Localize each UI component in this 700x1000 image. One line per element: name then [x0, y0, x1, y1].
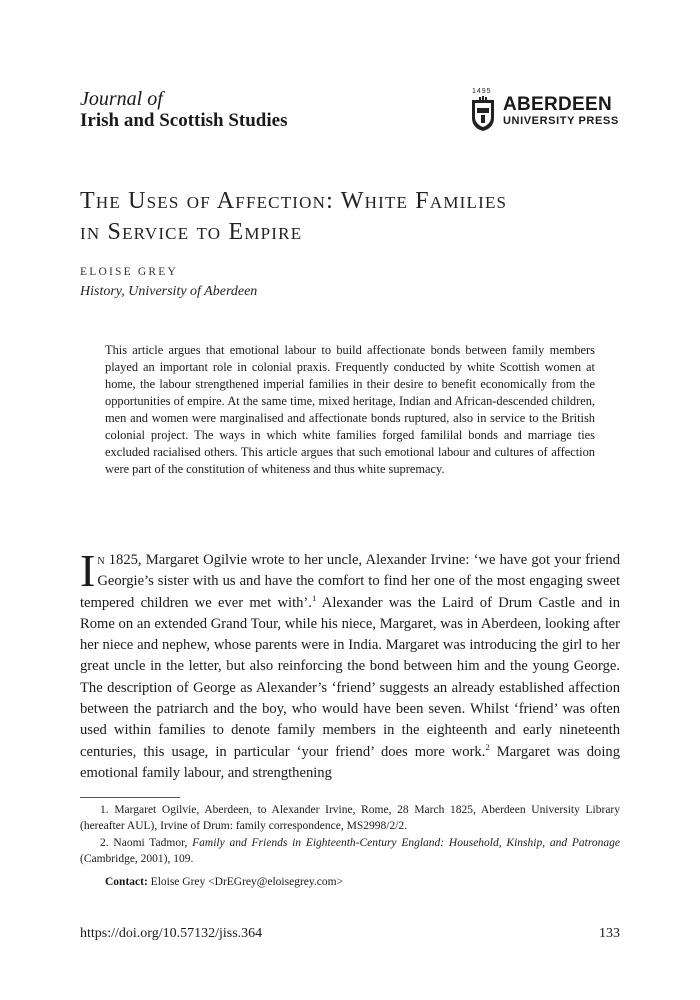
article-title-line2: in Service to Empire	[80, 219, 303, 245]
footnotes	[80, 802, 620, 868]
footnote-2	[80, 835, 620, 867]
journal-title	[80, 88, 287, 132]
drop-cap: I	[80, 545, 96, 596]
article-title	[80, 186, 625, 248]
body-part-1: 1825, Margaret Ogilvie wrote to her uncle, Alexander Irvine: ‘we have got your friend Georgie’s sister with us and have the comfort to find her one of the most engaging sweet tempered children we ever met with’.	[80, 552, 620, 611]
footnote-text: (Cambridge, 2001), 109.	[80, 853, 194, 865]
publisher-name-line1: ABERDEEN	[503, 94, 613, 115]
article-title-line1: The Uses of Affection: White Families	[80, 188, 508, 214]
contact-value[interactable]: Eloise Grey <DrEGrey@eloisegrey.com>	[150, 876, 344, 888]
footnote-number: 2.	[100, 837, 109, 849]
body-part-2: Alexander was the Laird of Drum Castle and in Rome on an extended Grand Tour, while his niece, Margaret, was in Aberdeen, looking after her niece and nephew, whose parents were in India. Margaret was introducing the girl to her great uncle in the letter, but also reinforcing the bond between him and the young George. The description of George as Alexander’s ‘friend’ suggests an already established affection between the patriarch and the boy, who would have been seven. Whilst ‘friend’ was often used within families to denote family members in the eighteenth and early nineteenth centuries, this usage, in particular ‘your friend’ does more work.	[80, 594, 620, 760]
footnote-ref-2[interactable]: 2	[485, 741, 490, 752]
footnote-text: Margaret Ogilvie, Aberdeen, to Alexander Irvine, Rome, 28 March 1825, Aberdeen University Library (hereafter AUL), Irvine of Drum: family correspondence, MS2998/2/2.	[80, 804, 621, 832]
contact-label: Contact:	[105, 876, 148, 888]
author-affiliation: History, University of Aberdeen	[80, 284, 258, 299]
footnote-divider	[80, 797, 180, 798]
footnote-ref-1[interactable]: 1	[311, 592, 317, 603]
abstract: This article argues that emotional labour to build affectionate bonds between family members played an important role in colonial praxis. Frequently conducted by white Scottish women at home, the labour strengthened imperial families in their desire to benefit economically from the opportunities of empire. At the same time, mixed heritage, Indian and African-descended children, men and women were marginalised and affectionate bonds ruptured, also in service to the British colonial project. The ways in which white families forged famililal bonds and marriage ties excluded racialised others. This article argues that such emotional labour and cultures of affection were part of the constitution of whiteness and thus white supremacy.	[105, 343, 595, 476]
publisher-year: 1495	[472, 88, 492, 95]
publisher-logo	[470, 88, 620, 134]
author-name: ELOISE GREY	[80, 266, 178, 278]
footnote-author: Naomi Tadmor,	[113, 837, 188, 849]
first-word-rest: n	[97, 552, 105, 568]
body-part-3: Margaret was doing emotional family labour, and strengthening	[80, 743, 620, 781]
doi-link[interactable]: https://doi.org/10.57132/jiss.364	[80, 926, 263, 941]
footnote-1	[80, 802, 620, 834]
footnote-book-title: Family and Friends in Eighteenth-Century England: Household, Kinship, and Patronage	[192, 837, 621, 849]
footnote-number: 1.	[100, 804, 109, 816]
publisher-name-line2: UNIVERSITY PRESS	[503, 115, 619, 127]
page-number: 133	[599, 926, 620, 941]
journal-title-line2: Irish and Scottish Studies	[80, 110, 288, 131]
journal-title-line1: Journal of	[80, 88, 163, 110]
body-text	[80, 545, 620, 784]
contact-line	[105, 876, 343, 888]
